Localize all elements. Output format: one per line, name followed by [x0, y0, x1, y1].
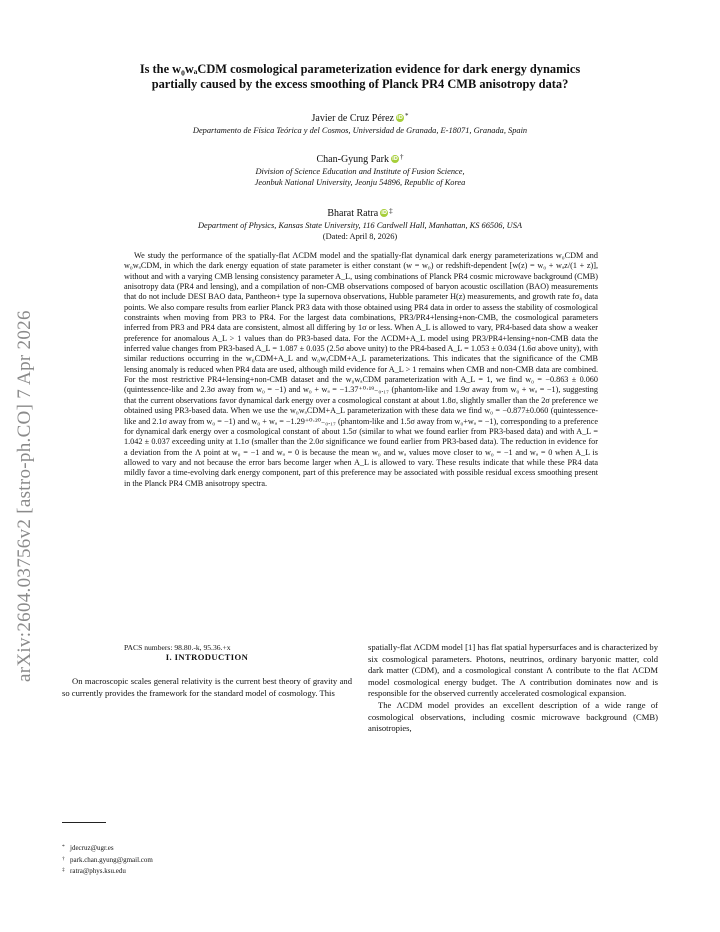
footnote-email[interactable]: jdecruz@ugr.es [70, 844, 114, 852]
author-affiliation-line-2: Jeonbuk National University, Jeonju 54896, Republic of Korea [254, 178, 466, 187]
author-name-text: Bharat Ratra [327, 208, 379, 219]
footnote-email[interactable]: park.chan.gyung@gmail.com [70, 855, 153, 864]
author-affiliation: Department of Physics, Kansas State University, 116 Cardwell Hall, Manhattan, KS 66506, USA [197, 221, 523, 230]
author-name-text: Javier de Cruz Pérez [311, 113, 394, 124]
intro-paragraph-left: On macroscopic scales general relativity is the current best theory of gravity and so currently provides the framework for the standard model of cosmology. This [62, 676, 352, 698]
author-name-text: Chan-Gyung Park [316, 154, 389, 165]
orcid-icon[interactable]: iD [397, 115, 403, 121]
footnote-rule [62, 822, 106, 823]
footnote-item [62, 854, 352, 866]
paper-page [62, 0, 658, 932]
author-affiliation: Departamento de Física Teórica y del Cosmos, Universidad de Granada, E-18071, Granada, Spain [192, 126, 528, 135]
author-block-1 [62, 110, 658, 136]
orcid-icon[interactable]: iD [381, 210, 388, 216]
section-heading-introduction: I. INTRODUCTION [165, 652, 249, 662]
author-block-3 [62, 205, 658, 242]
author-name [62, 205, 658, 220]
orcid-icon[interactable]: iD [392, 156, 398, 162]
intro-paragraph-right-1: spatially-flat ΛCDM model [1] has flat spatial hypersurfaces and is characterized by six cosmological parameters. Photons, neutrinos, ordinary baryonic matter, cold dark matter (CDM), and a cosmological constant Λ contribute to the flat ΛCDM model cosmological energy budget. The Λ contribution dominates now and is responsible for the observed currently accelerated cosmological expansion. [368, 642, 658, 699]
author-name [62, 110, 658, 125]
footnote-email[interactable]: ratra@phys.ksu.edu [70, 867, 126, 875]
abstract: We study the performance of the spatially-flat ΛCDM model and the spatially-flat dynamical dark energy parameterizations w₀CDM and w₀wₐCDM, in which the dark energy equation of state parameter is either constant (w = w₀) or redshift-dependent [w(z) = w₀ + wₐz/(1 + z)], without and with a varying CMB lensing consistency parameter A_L, using combinations of Planck PR4 cosmic microwave background (CMB) anisotropy data (PR4 and lensing), and a compilation of non-CMB observations composed of baryon acoustic oscillation (BAO) measurements that do not include DESI BAO data, Pantheon+ type Ia supernova observations, Hubble parameter H(z) measurements, and growth rate fσ₈ data points. We also compare results from earlier Planck PR3 data with those obtained using PR4 data in order to assess the stability of cosmological constraints when moving from PR3 to PR4. For the largest data combinations, PR3/PR4+lensing+non-CMB, the cosmological parameters inferred from PR3 and PR4 data are consistent, almost all differing by 1σ or less. When A_L is allowed to vary, PR4-based data show a weaker preference for anomalous A_L > 1 values than do PR3-based data. For the ΛCDM+A_L model using PR3/PR4+lensing+non-CMB data the inferred value changes from PR3-based A_L = 1.087 ± 0.035 (2.5σ above unity) to the PR4-based A_L = 1.053 ± 0.034 (1.6σ above unity), with similar reductions occurring in the w₀CDM+A_L and w₀wₐCDM+A_L parameterizations. This indicates that the significance of the CMB lensing anomaly is reduced when PR4 data are used, although mild evidence for A_L > 1 remains when CMB and non-CMB data are combined. For the most restrictive PR4+lensing+non-CMB dataset and the w₀wₐCDM parameterization with A_L = 1, we find w₀ = −0.863 ± 0.060 (quintessence-like and 2.3σ away from w₀ = −1) and w₀ + wₐ = −1.37⁺⁰·¹⁹₋₀.₁₇ (phantom-like and 1.9σ away from w₀ + wₐ = −1), suggesting that the current observations favor dynamical dark energy over a cosmological constant at about 1.8σ, slightly smaller than the 2σ preference we obtained using PR3-based data. When we use the w₀wₐCDM+A_L parameterization with these data we find w₀ = −0.877±0.060 (quintessence-like and 2.1σ away from w₀ = −1) and w₀ + wₐ = −1.29⁺⁰·²⁰₋₀.₁₇ (phantom-like and 1.5σ away from w₀+wₐ = −1), corresponding to a preference for dynamical dark energy over a cosmological constant of about 1.5σ (similar to what we found earlier from PR3-based data) and with A_L = 1.042 ± 0.037 exceeding unity at 1.1σ (smaller than the 2.0σ significance we found earlier from PR3-based data). The reduction in evidence for a deviation from the Λ point at w₀ = −1 and wₐ = 0 is because the mean w₀ and wₐ values move closer to w₀ = −1 and wₐ = 0 when A_L is allowed to vary and not because the error bars become larger when A_L is allowed to vary. These results indicate that while these PR4 data mildly favor a time-evolving dark energy component, part of this preference may be associated with possible residual excess smoothing present in the Planck PR4 CMB anisotropy spectra. [124, 251, 598, 488]
footnote-item [62, 842, 352, 854]
footnotes [62, 842, 352, 877]
author-affiliation-line-1: Division of Science Education and Institute of Fusion Science, [255, 167, 465, 176]
title-line-1: Is the w₀wₐCDM cosmological parameterization evidence for dark energy dynamics [139, 62, 581, 76]
footnote-mark: ‡ [389, 207, 393, 215]
intro-paragraph-right-2: The ΛCDM model provides an excellent description of a wide range of cosmological observations, including cosmic microwave background (CMB) anisotropies, [368, 699, 658, 734]
footnote-mark: ‡ [62, 867, 65, 873]
author-name [62, 151, 658, 166]
right-column [368, 642, 658, 735]
footnote-item [62, 865, 352, 877]
left-column [62, 652, 352, 699]
footnote-mark: * [62, 844, 65, 850]
pacs-numbers: PACS numbers: 98.80.-k, 95.36.+x [124, 643, 231, 652]
footnote-mark: † [62, 855, 65, 862]
paper-title [62, 62, 658, 92]
arxiv-identifier-stamp: arXiv:2604.03756v2 [astro-ph.CO] 7 Apr 2026 [14, 310, 35, 682]
footnote-mark: † [400, 153, 404, 161]
footnote-mark: * [404, 112, 409, 120]
date-line: (Dated: April 8, 2026) [322, 232, 398, 241]
author-block-2 [62, 151, 658, 188]
title-line-2: partially caused by the excess smoothing of Planck PR4 CMB anisotropy data? [151, 77, 569, 91]
